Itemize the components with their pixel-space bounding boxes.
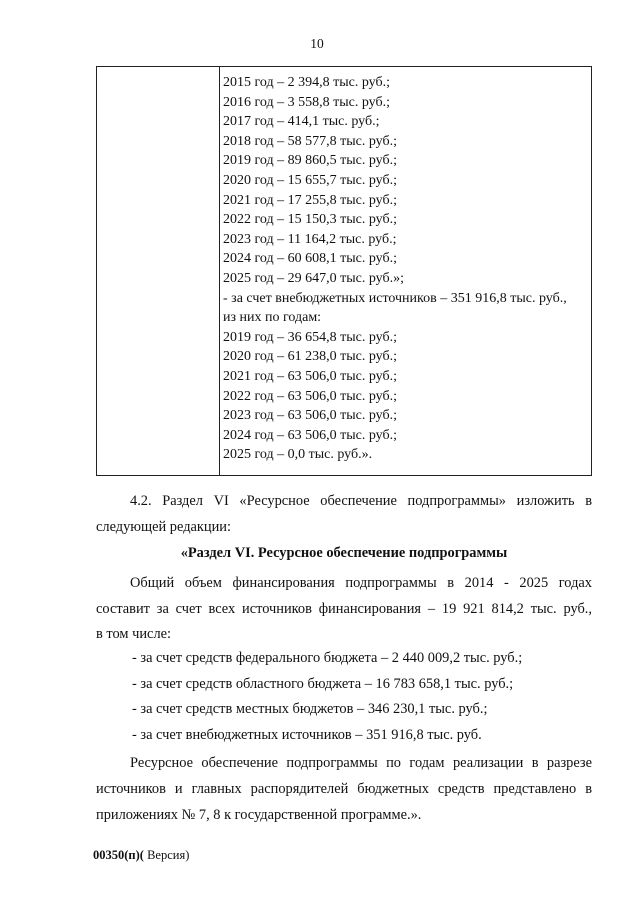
table-line: 2021 год – 17 255,8 тыс. руб.; [223,192,397,208]
bullet-federal-budget: - за счет средств федерального бюджета – 2 440 009,2 тыс. руб.; [132,650,523,666]
table-line: 2015 год – 2 394,8 тыс. руб.; [223,75,390,90]
table-line: 2019 год – 36 654,8 тыс. руб.; [223,329,397,345]
paragraph-line: 4.2. Раздел VI «Ресурсное обеспечение подпрограммы» изложить в [130,493,592,509]
table-column-divider [219,67,220,475]
table-line: 2020 год – 15 655,7 тыс. руб.; [223,172,397,188]
paragraph-line: Ресурсное обеспечение подпрограммы по годам реализации в разрезе [130,755,592,771]
table-line: 2025 год – 29 647,0 тыс. руб.»; [223,270,404,286]
table-line: 2023 год – 63 506,0 тыс. руб.; [223,408,397,424]
table-line: 2023 год – 11 164,2 тыс. руб.; [223,231,397,247]
paragraph-resource-line3 [96,804,592,827]
paragraph-resource-line1 [96,752,592,775]
funding-table [96,66,592,476]
paragraph-section-4-2-cont [96,516,592,539]
bullet-regional-budget: - за счет средств областного бюджета – 16 783 658,1 тыс. руб.; [132,676,514,692]
footer-version: Версия) [143,848,190,862]
table-line: 2018 год – 58 577,8 тыс. руб.; [223,133,397,149]
paragraph-section-4-2 [96,490,592,513]
paragraph-resource-line2 [96,778,592,801]
table-line: 2016 год – 3 558,8 тыс. руб.; [223,94,390,110]
table-line: из них по годам: [223,310,322,326]
bullet-extrabudgetary: - за счет внебюджетных источников – 351 916,8 тыс. руб. [132,727,482,743]
paragraph-line: Общий объем финансирования подпрограммы в 2014 - 2025 годах [130,575,592,591]
paragraph-line: в том числе: [96,626,172,642]
table-line: 2024 год – 60 608,1 тыс. руб.; [223,251,397,267]
table-line: 2021 год – 63 506,0 тыс. руб.; [223,368,397,384]
table-line: 2024 год – 63 506,0 тыс. руб.; [223,427,397,443]
table-line: 2025 год – 0,0 тыс. руб.». [223,447,373,463]
footer-code: 00350(п)( [93,848,144,862]
section-heading: «Раздел VI. Ресурсное обеспечение подпрограммы [180,545,508,561]
table-cell-funding-by-year [223,73,589,465]
table-line: 2019 год – 89 860,5 тыс. руб.; [223,153,397,169]
table-line: - за счет внебюджетных источников – 351 916,8 тыс. руб., [223,290,567,306]
table-line: 2020 год – 61 238,0 тыс. руб.; [223,349,397,365]
paragraph-line: источников и главных распорядителей бюджетных средств представлено в [96,781,592,797]
paragraph-line: приложениях № 7, 8 к государственной программе.». [96,807,422,823]
table-line: 2022 год – 63 506,0 тыс. руб.; [223,388,397,404]
paragraph-total-line3 [96,623,592,646]
page-number: 10 [310,36,324,51]
document-footer [93,848,189,863]
table-line: 2022 год – 15 150,3 тыс. руб.; [223,212,397,228]
paragraph-line: составит за счет всех источников финансирования – 19 921 814,2 тыс. руб., [96,601,592,617]
paragraph-total-line2 [96,598,592,621]
bullet-local-budgets: - за счет средств местных бюджетов – 346 230,1 тыс. руб.; [132,701,488,717]
paragraph-line: следующей редакции: [96,519,231,535]
table-line: 2017 год – 414,1 тыс. руб.; [223,114,380,130]
paragraph-total-line1 [96,572,592,595]
